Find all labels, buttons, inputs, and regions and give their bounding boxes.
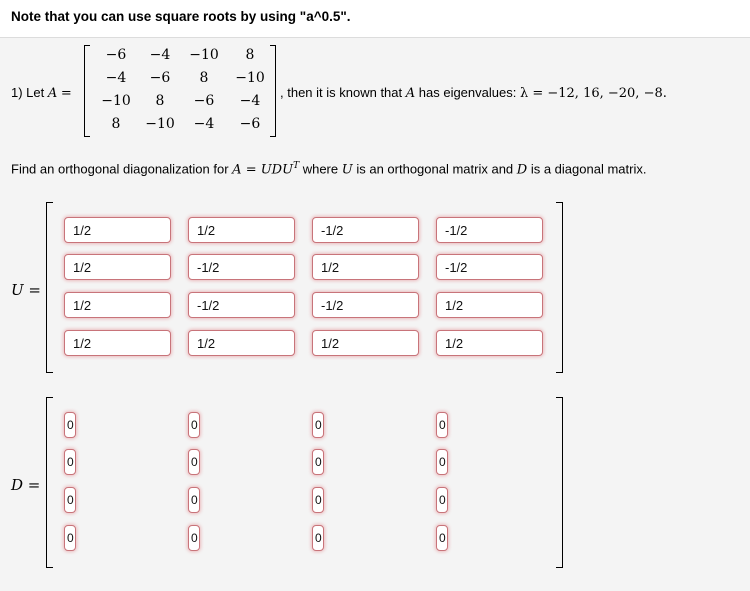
matrix-a-name: A <box>47 86 58 101</box>
right-bracket <box>556 202 563 373</box>
statement-text-2: has eigenvalues: <box>418 85 517 100</box>
left-bracket <box>84 45 90 137</box>
instruction-text: Find an orthogonal diagonalization for <box>11 161 229 177</box>
matrix-a-cell: −10 <box>145 116 175 132</box>
note-banner <box>0 0 750 38</box>
d-entry-input[interactable] <box>312 487 324 513</box>
d-entry-input[interactable] <box>64 412 76 438</box>
matrix-a-cell: −4 <box>193 116 215 132</box>
d-entry-input[interactable] <box>188 449 200 475</box>
matrix-a-cell: −6 <box>105 47 127 63</box>
matrix-a-cell: −6 <box>239 116 261 132</box>
d-entry-input[interactable] <box>188 525 200 551</box>
u-entry-input[interactable] <box>188 254 295 280</box>
instruction-text-2: where <box>302 161 339 177</box>
u-entry-input[interactable] <box>64 330 171 356</box>
u-entry-input[interactable] <box>436 330 543 356</box>
u-entry-input[interactable] <box>188 292 295 318</box>
u-entry-input[interactable] <box>188 217 295 243</box>
matrix-u <box>46 202 563 373</box>
d-entry-input[interactable] <box>436 487 448 513</box>
matrix-a-cell: −4 <box>105 70 127 86</box>
note-text: Note that you can use square roots by using "a^0.5". <box>11 9 351 24</box>
instruction-text-4: is a diagonal matrix. <box>530 161 647 177</box>
instruction <box>11 161 646 177</box>
matrix-a-cell: −4 <box>239 93 261 109</box>
d-ref: D <box>516 162 528 178</box>
equals-sign: = <box>60 86 72 101</box>
matrix-a-cell: −10 <box>189 47 219 63</box>
matrix-a-cell: −10 <box>235 70 265 86</box>
matrix-a-ref: A <box>405 86 416 101</box>
d-entry-input[interactable] <box>312 412 324 438</box>
u-entry-input[interactable] <box>312 330 419 356</box>
instruction-text-3: is an orthogonal matrix and <box>356 161 514 177</box>
u-entry-input[interactable] <box>188 330 295 356</box>
left-bracket <box>46 202 53 373</box>
u-entry-input[interactable] <box>64 217 171 243</box>
d-entry-input[interactable] <box>64 525 76 551</box>
u-entry-input[interactable] <box>312 254 419 280</box>
matrix-a-cell: −4 <box>149 47 171 63</box>
u-entry-input[interactable] <box>312 217 419 243</box>
u-entry-input[interactable] <box>312 292 419 318</box>
question-label <box>11 85 72 101</box>
d-entry-input[interactable] <box>64 487 76 513</box>
statement-text: , then it is known that <box>280 85 403 100</box>
u-label <box>11 281 41 299</box>
d-entry-input[interactable] <box>436 412 448 438</box>
u-entry-input[interactable] <box>436 254 543 280</box>
matrix-a-cell: 8 <box>199 70 209 86</box>
matrix-a-cell: −6 <box>193 93 215 109</box>
matrix-a-cell: −10 <box>101 93 131 109</box>
d-entry-input[interactable] <box>312 525 324 551</box>
d-entry-input[interactable] <box>188 487 200 513</box>
matrix-a-cell: 8 <box>245 47 255 63</box>
matrix-a-cell: 8 <box>155 93 165 109</box>
u-ref: U <box>341 162 353 178</box>
matrix-a-cell: −6 <box>149 70 171 86</box>
eigenvalue-statement <box>280 85 667 101</box>
right-bracket <box>556 397 563 568</box>
d-entry-input[interactable] <box>436 449 448 475</box>
d-entry-input[interactable] <box>312 449 324 475</box>
u-entry-input[interactable] <box>64 254 171 280</box>
matrix-d <box>46 397 563 568</box>
left-bracket <box>46 397 53 568</box>
matrix-a <box>84 45 276 137</box>
d-label <box>11 476 40 494</box>
eigenvalues: λ = −12, 16, −20, −8. <box>519 86 667 101</box>
matrix-a-cell: 8 <box>111 116 121 132</box>
d-entry-input[interactable] <box>188 412 200 438</box>
transpose-sup: T <box>293 161 300 171</box>
decomposition-expr: A = UDU <box>232 162 294 178</box>
u-label-text: U = <box>11 281 41 299</box>
d-entry-input[interactable] <box>64 449 76 475</box>
d-label-text: D = <box>11 476 41 494</box>
u-entry-input[interactable] <box>436 292 543 318</box>
u-entry-input[interactable] <box>436 217 543 243</box>
u-entry-input[interactable] <box>64 292 171 318</box>
question-number: 1) Let <box>11 85 45 100</box>
d-entry-input[interactable] <box>436 525 448 551</box>
